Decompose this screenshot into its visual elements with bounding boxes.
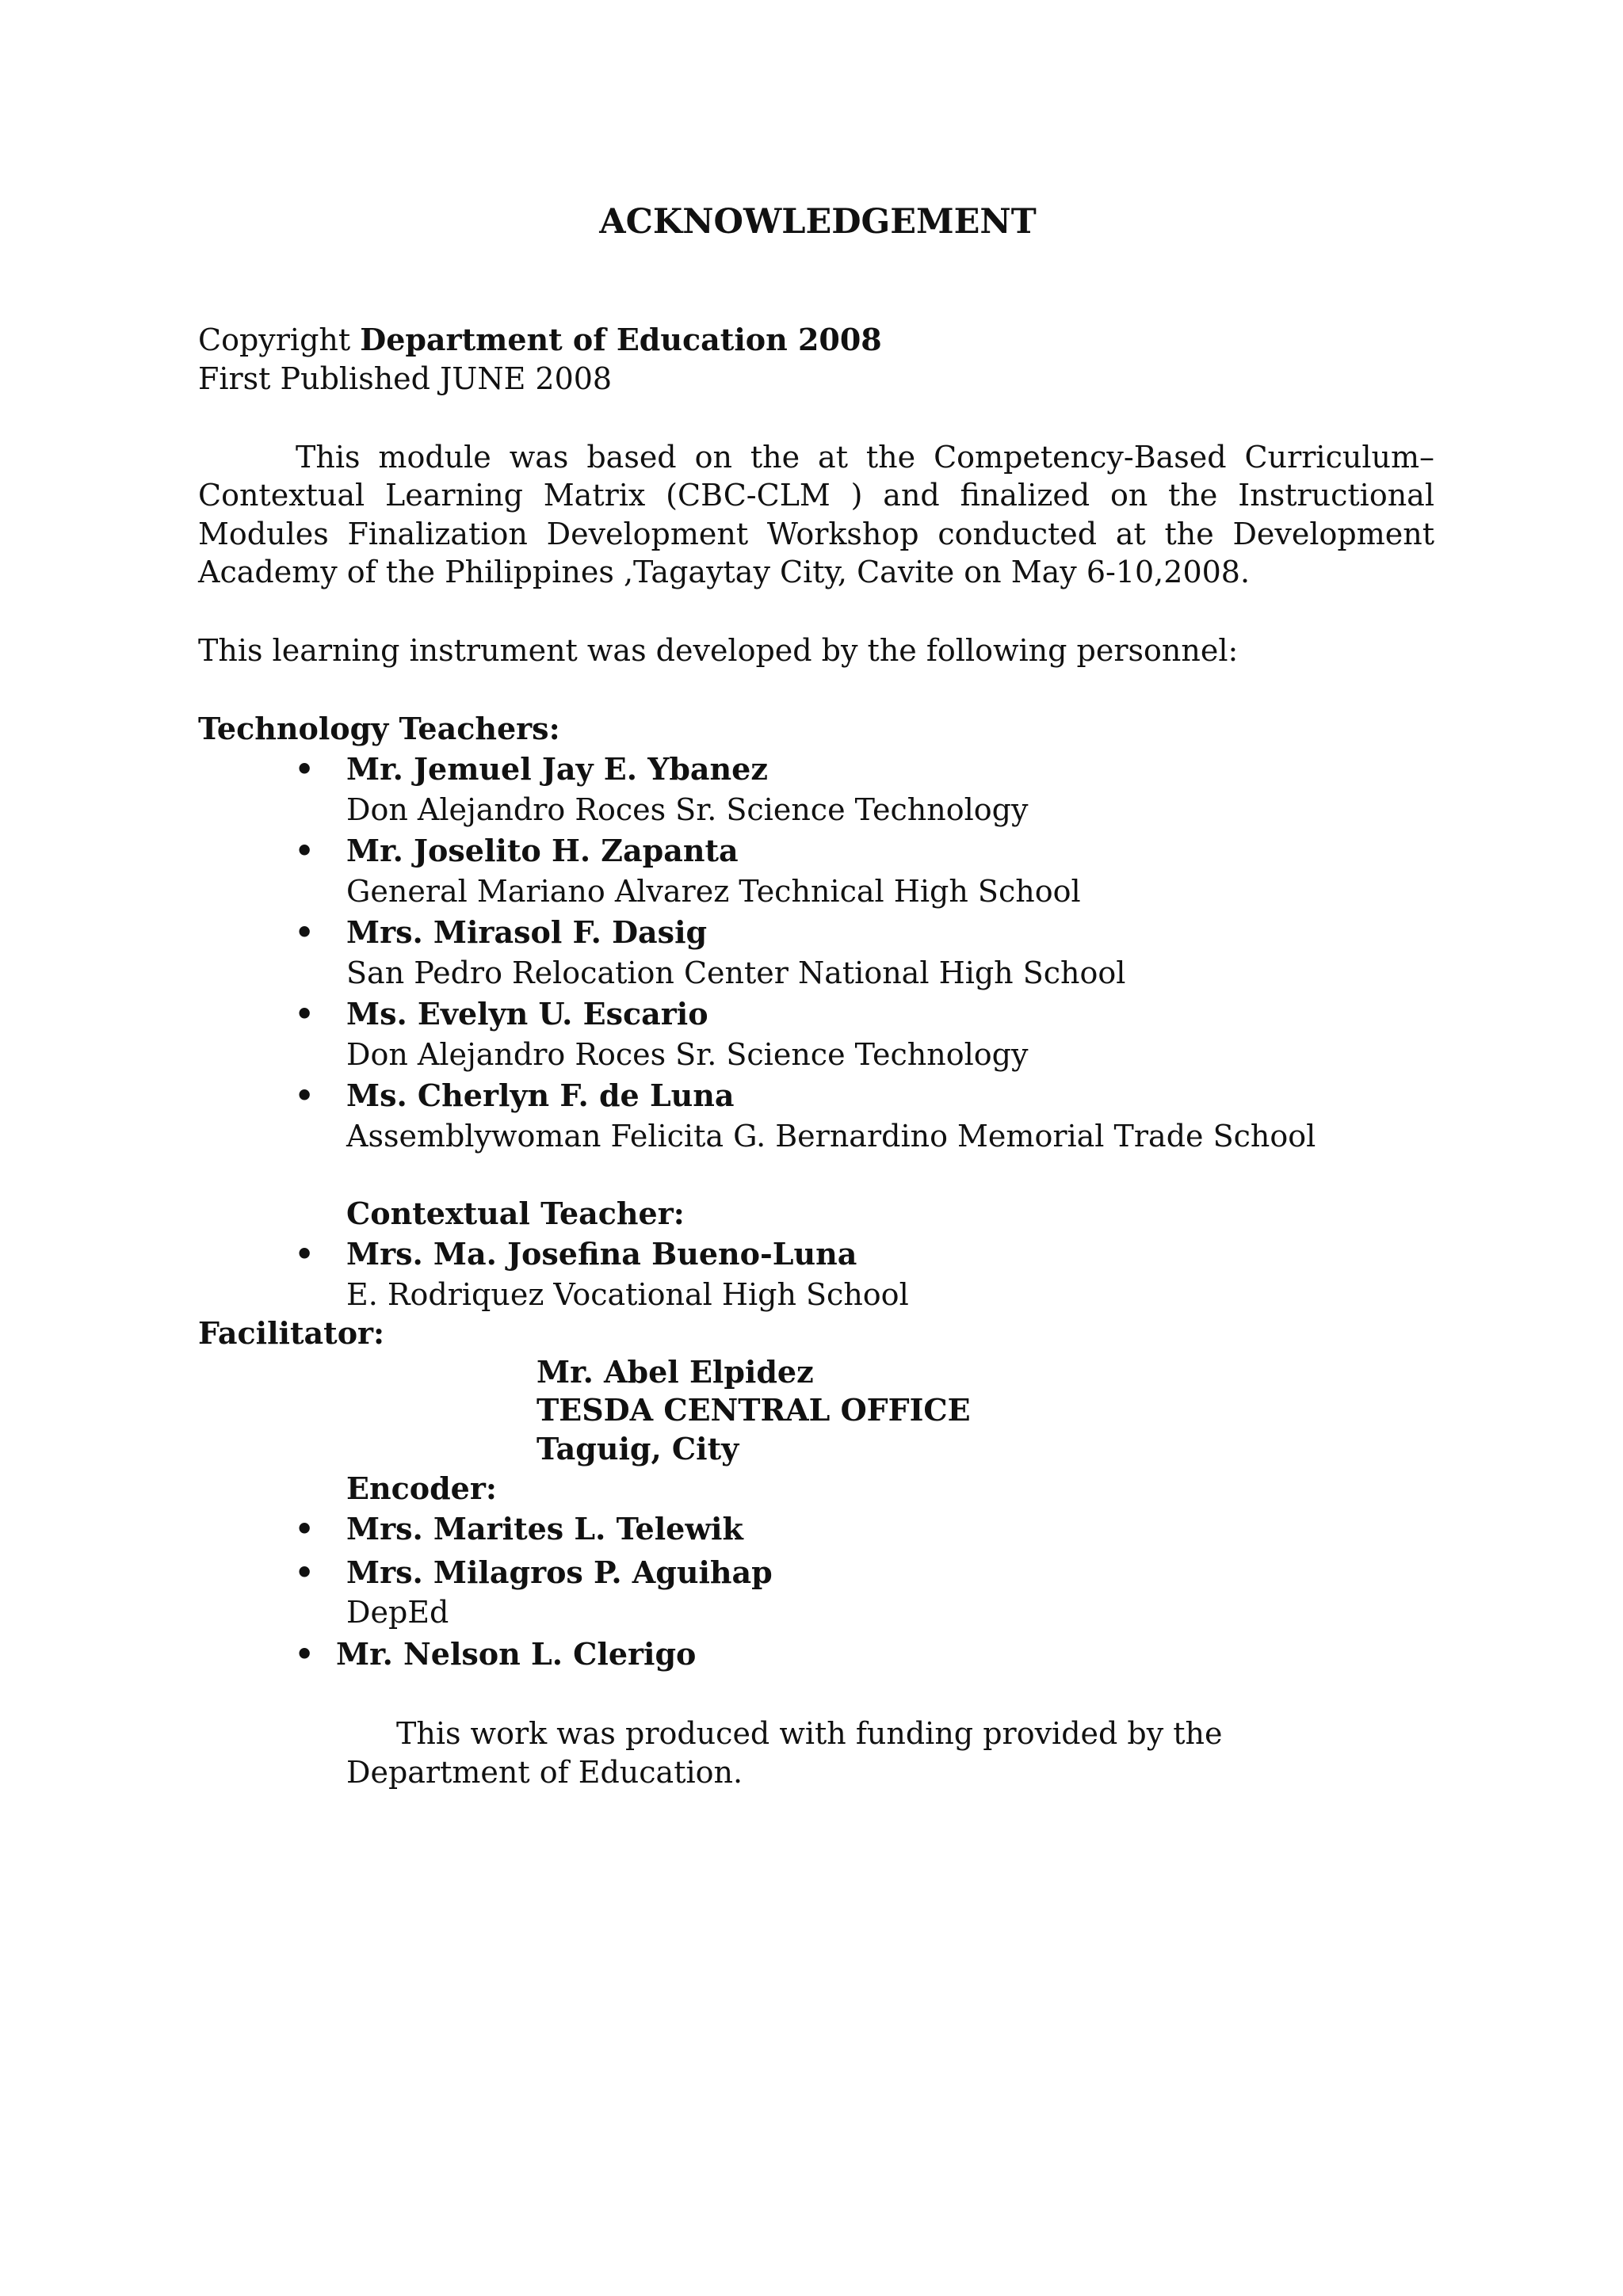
bullet-icon: • bbox=[295, 1236, 315, 1272]
intro-line-3: Modules Finalization Development Workshop conducted at the Development bbox=[198, 517, 1434, 551]
facilitator-name: Mr. Abel Elpidez bbox=[537, 1354, 814, 1390]
facilitator-location: Taguig, City bbox=[537, 1431, 739, 1466]
encoder-name: Mrs. Milagros P. Aguihap bbox=[346, 1554, 773, 1590]
encoder-name: Mrs. Marites L. Telewik bbox=[346, 1511, 743, 1547]
bullet-icon: • bbox=[295, 1636, 315, 1672]
contextual-teacher-heading: Contextual Teacher: bbox=[346, 1196, 685, 1231]
encoder-heading: Encoder: bbox=[346, 1470, 497, 1506]
encoder-affiliation: DepEd bbox=[346, 1595, 449, 1630]
bullet-icon: • bbox=[295, 1511, 315, 1547]
copyright-label: Copyright bbox=[198, 322, 351, 357]
encoder-name: Mr. Nelson L. Clerigo bbox=[336, 1636, 697, 1672]
facilitator-heading: Facilitator: bbox=[198, 1315, 385, 1351]
intro-line-2: Contextual Learning Matrix (CBC-CLM ) and finalized on the Instructional bbox=[198, 478, 1434, 513]
technology-teachers-heading: Technology Teachers: bbox=[198, 711, 560, 746]
contextual-teacher-school: E. Rodriquez Vocational High School bbox=[346, 1277, 909, 1312]
intro-line-4: Academy of the Philippines ,Tagaytay City, Cavite on May 6-10,2008. bbox=[198, 555, 1251, 589]
bullet-icon: • bbox=[295, 833, 315, 868]
bullet-icon: • bbox=[295, 1554, 315, 1590]
tech-teacher-school: Don Alejandro Roces Sr. Science Technology bbox=[346, 792, 1029, 827]
tech-teacher-name: Ms. Evelyn U. Escario bbox=[346, 996, 708, 1032]
tech-teacher-school: General Mariano Alvarez Technical High School bbox=[346, 874, 1081, 909]
page-title: ACKNOWLEDGEMENT bbox=[599, 202, 1037, 242]
first-published: First Published JUNE 2008 bbox=[198, 361, 613, 396]
bullet-icon: • bbox=[295, 1077, 315, 1113]
tech-teacher-name: Mrs. Mirasol F. Dasig bbox=[346, 914, 708, 950]
bullet-icon: • bbox=[295, 996, 315, 1032]
funding-line-2: Department of Education. bbox=[346, 1755, 743, 1790]
contextual-teacher-name: Mrs. Ma. Josefina Bueno-Luna bbox=[346, 1236, 857, 1272]
bullet-icon: • bbox=[295, 914, 315, 950]
tech-teacher-school: Don Alejandro Roces Sr. Science Technology bbox=[346, 1037, 1029, 1072]
tech-teacher-school: San Pedro Relocation Center National High School bbox=[346, 955, 1126, 990]
bullet-icon: • bbox=[295, 751, 315, 787]
intro-line-1: This module was based on the at the Competency-Based Curriculum– bbox=[296, 440, 1434, 475]
tech-teacher-name: Mr. Joselito H. Zapanta bbox=[346, 833, 739, 868]
copyright-line bbox=[198, 320, 882, 360]
tech-teacher-school: Assemblywoman Felicita G. Bernardino Memorial Trade School bbox=[346, 1119, 1316, 1154]
funding-line-1: This work was produced with funding provided by the bbox=[396, 1716, 1223, 1751]
facilitator-office: TESDA CENTRAL OFFICE bbox=[537, 1392, 971, 1428]
tech-teacher-name: Mr. Jemuel Jay E. Ybanez bbox=[346, 751, 768, 787]
tech-teacher-name: Ms. Cherlyn F. de Luna bbox=[346, 1077, 735, 1113]
personnel-intro: This learning instrument was developed by the following personnel: bbox=[198, 633, 1239, 668]
copyright-holder: Department of Education 2008 bbox=[360, 322, 882, 357]
